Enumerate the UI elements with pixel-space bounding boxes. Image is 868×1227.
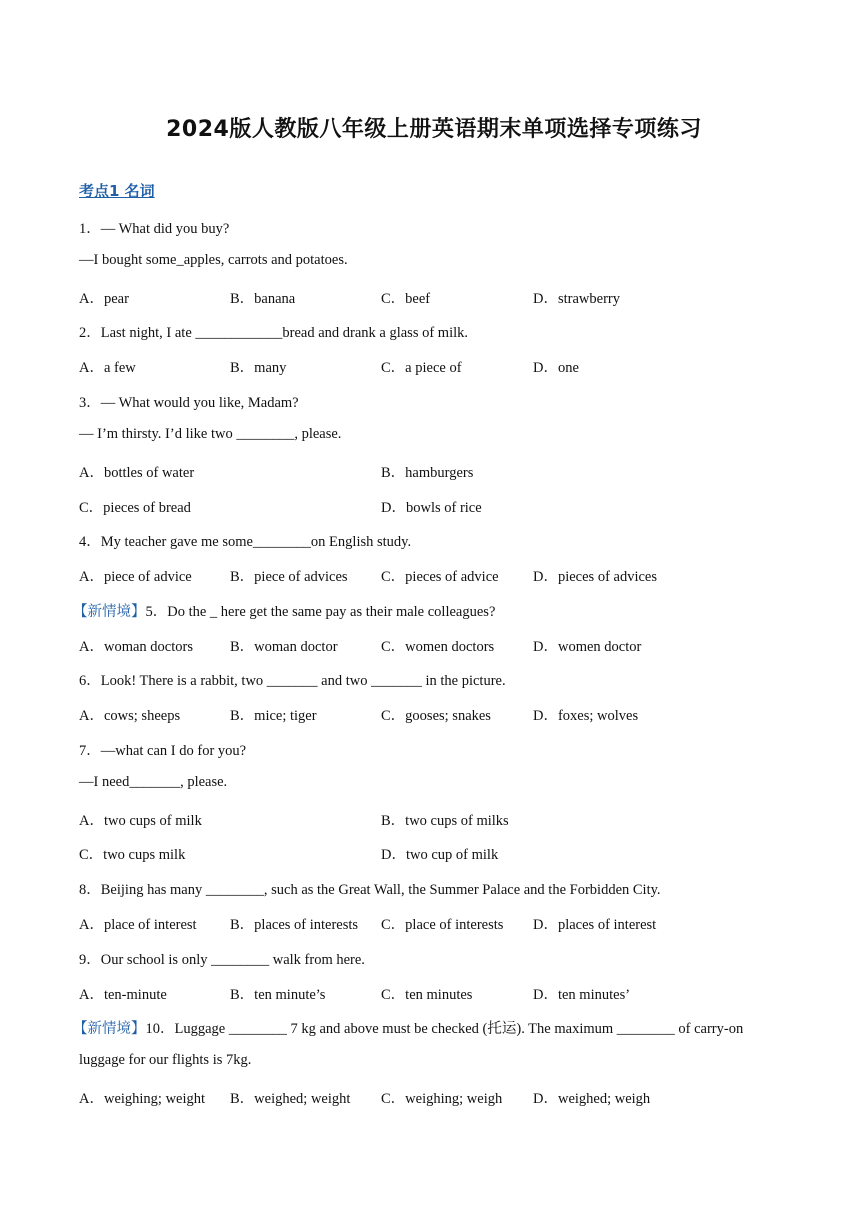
section-heading: 考点1 名词 [79,182,155,200]
option-c: C．place of interests [381,917,504,933]
question-9-stem: 9．Our school is only ________ walk from here. [79,952,365,968]
option-d: D．one [533,360,579,376]
option-c: C．gooses; snakes [381,708,491,724]
option-a: A．two cups of milk [79,813,202,829]
option-c: C．pieces of advice [381,569,499,585]
option-d: D．weighed; weigh [533,1091,651,1107]
option-b: B．banana [230,291,296,307]
question-6-stem: 6．Look! There is a rabbit, two _______ and two _______ in the picture. [79,673,506,689]
option-d: D．two cup of milk [381,847,499,863]
option-d: D．foxes; wolves [533,708,639,724]
option-d: D．ten minutes’ [533,987,631,1003]
question-3-line2: — I’m thirsty. I’d like two ________, please. [79,426,342,442]
option-c: C．a piece of [381,360,462,376]
option-d: D．women doctor [533,639,642,655]
option-c: C．beef [381,291,431,307]
option-a: A．ten-minute [79,987,167,1003]
option-c: C．two cups milk [79,847,186,863]
option-b: B．hamburgers [381,465,474,481]
question-10-stem [73,1017,744,1038]
question-5-text: 5．Do the _ here get the same pay as their male colleagues? [145,604,496,620]
question-7-line2: —I need_______, please. [79,774,228,790]
option-a: A．woman doctors [79,639,193,655]
option-d: D．pieces of advices [533,569,658,585]
option-c: C．pieces of bread [79,500,191,516]
option-d: D．places of interest [533,917,657,933]
option-c: C．weighing; weigh [381,1091,503,1107]
option-b: B．many [230,360,287,376]
option-b: B．mice; tiger [230,708,317,724]
question-1-stem: 1．— What did you buy? [79,221,230,237]
option-b: B．piece of advices [230,569,348,585]
question-7-stem: 7．—what can I do for you? [79,743,247,759]
option-b: B．two cups of milks [381,813,509,829]
option-a: A．piece of advice [79,569,192,585]
question-10-line2: luggage for our flights is 7kg. [79,1052,252,1068]
option-b: B．woman doctor [230,639,338,655]
option-c: C．ten minutes [381,987,473,1003]
option-c: C．women doctors [381,639,495,655]
option-a: A．pear [79,291,129,307]
option-d: D．strawberry [533,291,620,307]
option-b: B．places of interests [230,917,359,933]
option-a: A．a few [79,360,136,376]
option-b: B．weighed; weight [230,1091,351,1107]
option-a: A．weighing; weight [79,1091,206,1107]
question-5-stem [73,600,496,621]
question-1-line2: —I bought some_apples, carrots and potatoes. [79,252,348,268]
option-a: A．bottles of water [79,465,195,481]
new-context-tag: 【新情境】 [73,604,146,620]
question-8-stem: 8．Beijing has many ________, such as the Great Wall, the Summer Palace and the Forbidden City. [79,882,661,898]
page-title: 2024版人教版八年级上册英语期末单项选择专项练习 [166,117,702,142]
question-4-stem: 4．My teacher gave me some________on English study. [79,534,412,550]
option-b: B．ten minute’s [230,987,326,1003]
option-d: D．bowls of rice [381,500,482,516]
option-a: A．cows; sheeps [79,708,181,724]
question-3-stem: 3．— What would you like, Madam? [79,395,299,411]
option-a: A．place of interest [79,917,197,933]
question-2-stem: 2．Last night, I ate ____________bread and drank a glass of milk. [79,325,469,341]
question-10-text: 10．Luggage ________ 7 kg and above must be checked (托运). The maximum ________ of carry-on [145,1021,744,1037]
new-context-tag: 【新情境】 [73,1021,146,1037]
